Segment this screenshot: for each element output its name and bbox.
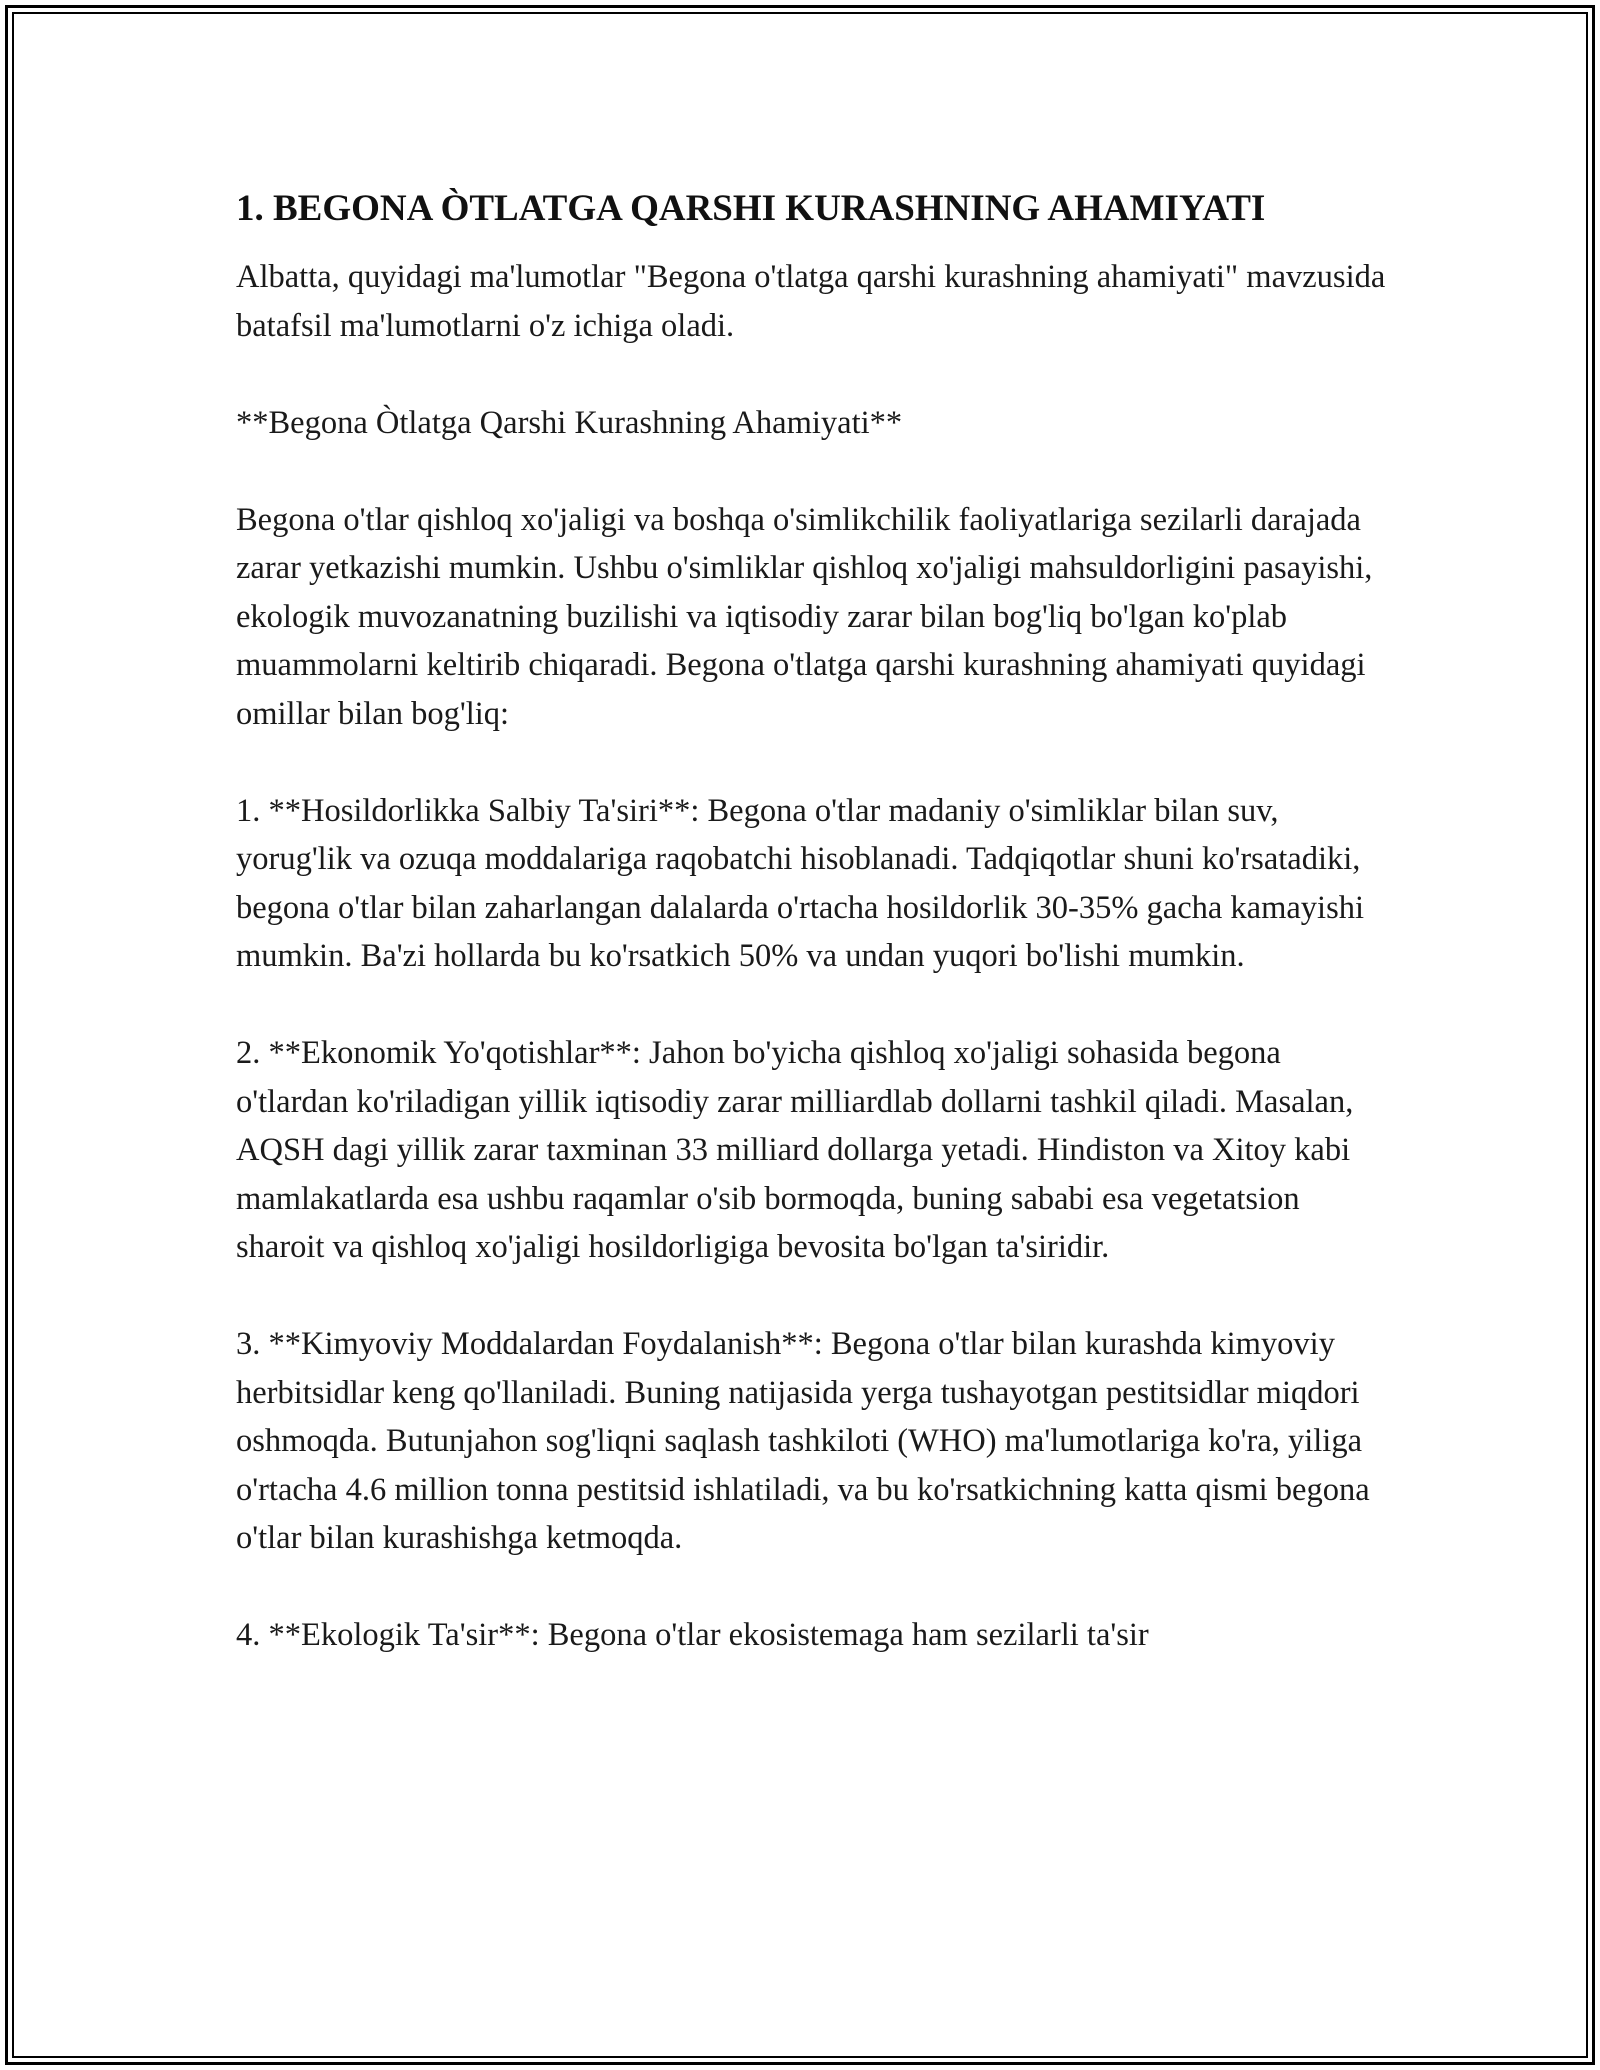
point-3-paragraph: 3. **Kimyoviy Moddalardan Foydalanish**: Begona o'tlar bilan kurashda kimyoviy herbitsidlar keng qo'llaniladi. Buning natijasida yerga tushayotgan pestitsidlar miqdori oshmoqda. Butunjahon sog'liqni saqlash tashkiloti (WHO) ma'lumotlariga ko'ra, yiliga o'rtacha 4.6 million tonna pestitsid ishlatiladi, va bu ko'rsatkichning katta qismi begona o'tlar bilan kurashishga ketmoqda. bbox=[236, 1326, 1370, 1556]
intro-paragraph: Albatta, quyidagi ma'lumotlar "Begona o'tlatga qarshi kurashning ahamiyati" mavzusida batafsil ma'lumotlarni o'z ichiga oladi. bbox=[236, 259, 1386, 344]
point-1-paragraph: 1. **Hosildorlikka Salbiy Ta'siri**: Begona o'tlar madaniy o'simliklar bilan suv, yorug'lik va ozuqa moddalariga raqobatchi hisoblanadi. Tadqiqotlar shuni ko'rsatadiki, begona o'tlar bilan zaharlangan dalalarda o'rtacha hosildorlik 30-35% gacha kamayishi mumkin. Ba'zi hollarda bu ko'rsatkich 50% va undan yuqori bo'lishi mumkin. bbox=[236, 792, 1365, 974]
overview-paragraph: Begona o'tlar qishloq xo'jaligi va boshqa o'simlikchilik faoliyatlariga sezilarli darajada zarar yetkazishi mumkin. Ushbu o'simliklar qishloq xo'jaligi mahsuldorligini pasayishi, ekologik muvozanatning buzilishi va iqtisodiy zarar bilan bog'liq bo'lgan ko'plab muammolarni keltirib chiqaradi. Begona o'tlatga qarshi kurashning ahamiyati quyidagi omillar bilan bog'liq: bbox=[236, 501, 1373, 732]
point-2-paragraph: 2. **Ekonomik Yo'qotishlar**: Jahon bo'yicha qishloq xo'jaligi sohasida begona o'tlardan ko'riladigan yillik iqtisodiy zarar milliardlab dollarni tashkil qiladi. Masalan, AQSH dagi yillik zarar taxminan 33 milliard dollarga yetadi. Hindiston va Xitoy kabi mamlakatlarda esa ushbu raqamlar o'sib bormoqda, buning sababi esa vegetatsion sharoit va qishloq xo'jaligi hosildorligiga bevosita bo'lgan ta'siridir. bbox=[236, 1035, 1354, 1265]
point-4-paragraph: 4. **Ekologik Ta'sir**: Begona o'tlar ekosistemaga ham sezilarli ta'sir bbox=[236, 1617, 1149, 1653]
section-heading-paragraph: **Begona Òtlatga Qarshi Kurashning Ahamiyati** bbox=[236, 404, 903, 441]
page-title: 1. BEGONA ÒTLATGA QARSHI KURASHNING AHAMIYATI bbox=[236, 188, 1266, 229]
document-body bbox=[236, 185, 1386, 1708]
